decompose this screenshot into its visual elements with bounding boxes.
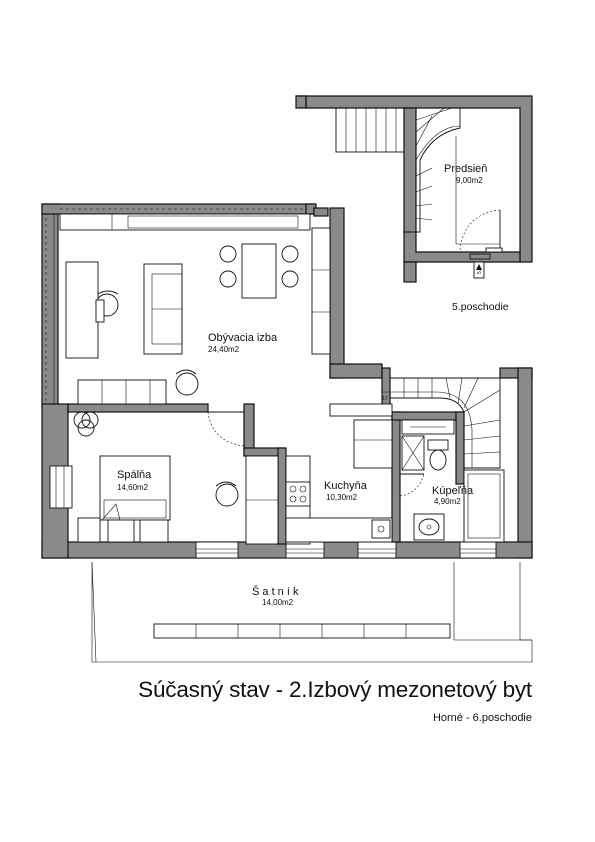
floor-marker: 5.poschodie [452,301,509,313]
room-satnik-area: 14,00m2 [262,598,294,607]
room-predsien-area: 9,00m2 [456,176,483,185]
room-kupelna-name: Kúpeľňa [432,485,474,497]
room-spalna-area: 14,60m2 [117,483,149,492]
room-kuchyna-name: Kuchyňa [324,480,367,492]
room-spalna-name: Spálňa [117,469,152,481]
room-obyvacia-area: 24,40m2 [208,345,240,354]
room-obyvacia-name: Obývacia izba [208,332,278,344]
bedroom-door [208,412,244,446]
room-satnik-name: Š a t n í k [252,586,299,598]
stair-small-label: 5.P [477,266,483,274]
page-subtitle: Horné - 6.poschodie [432,712,532,724]
satnik-outline [92,562,532,662]
room-kuchyna-area: 10,30m2 [326,493,358,502]
stair-step-count: 17 [382,396,388,402]
room-kupelna-area: 4,90m2 [434,497,461,506]
bathroom-fixtures [400,420,504,542]
page-title: Súčasný stav - 2.Izbový mezonetový byt [138,677,532,702]
room-predsien-name: Predsieň [444,163,488,175]
